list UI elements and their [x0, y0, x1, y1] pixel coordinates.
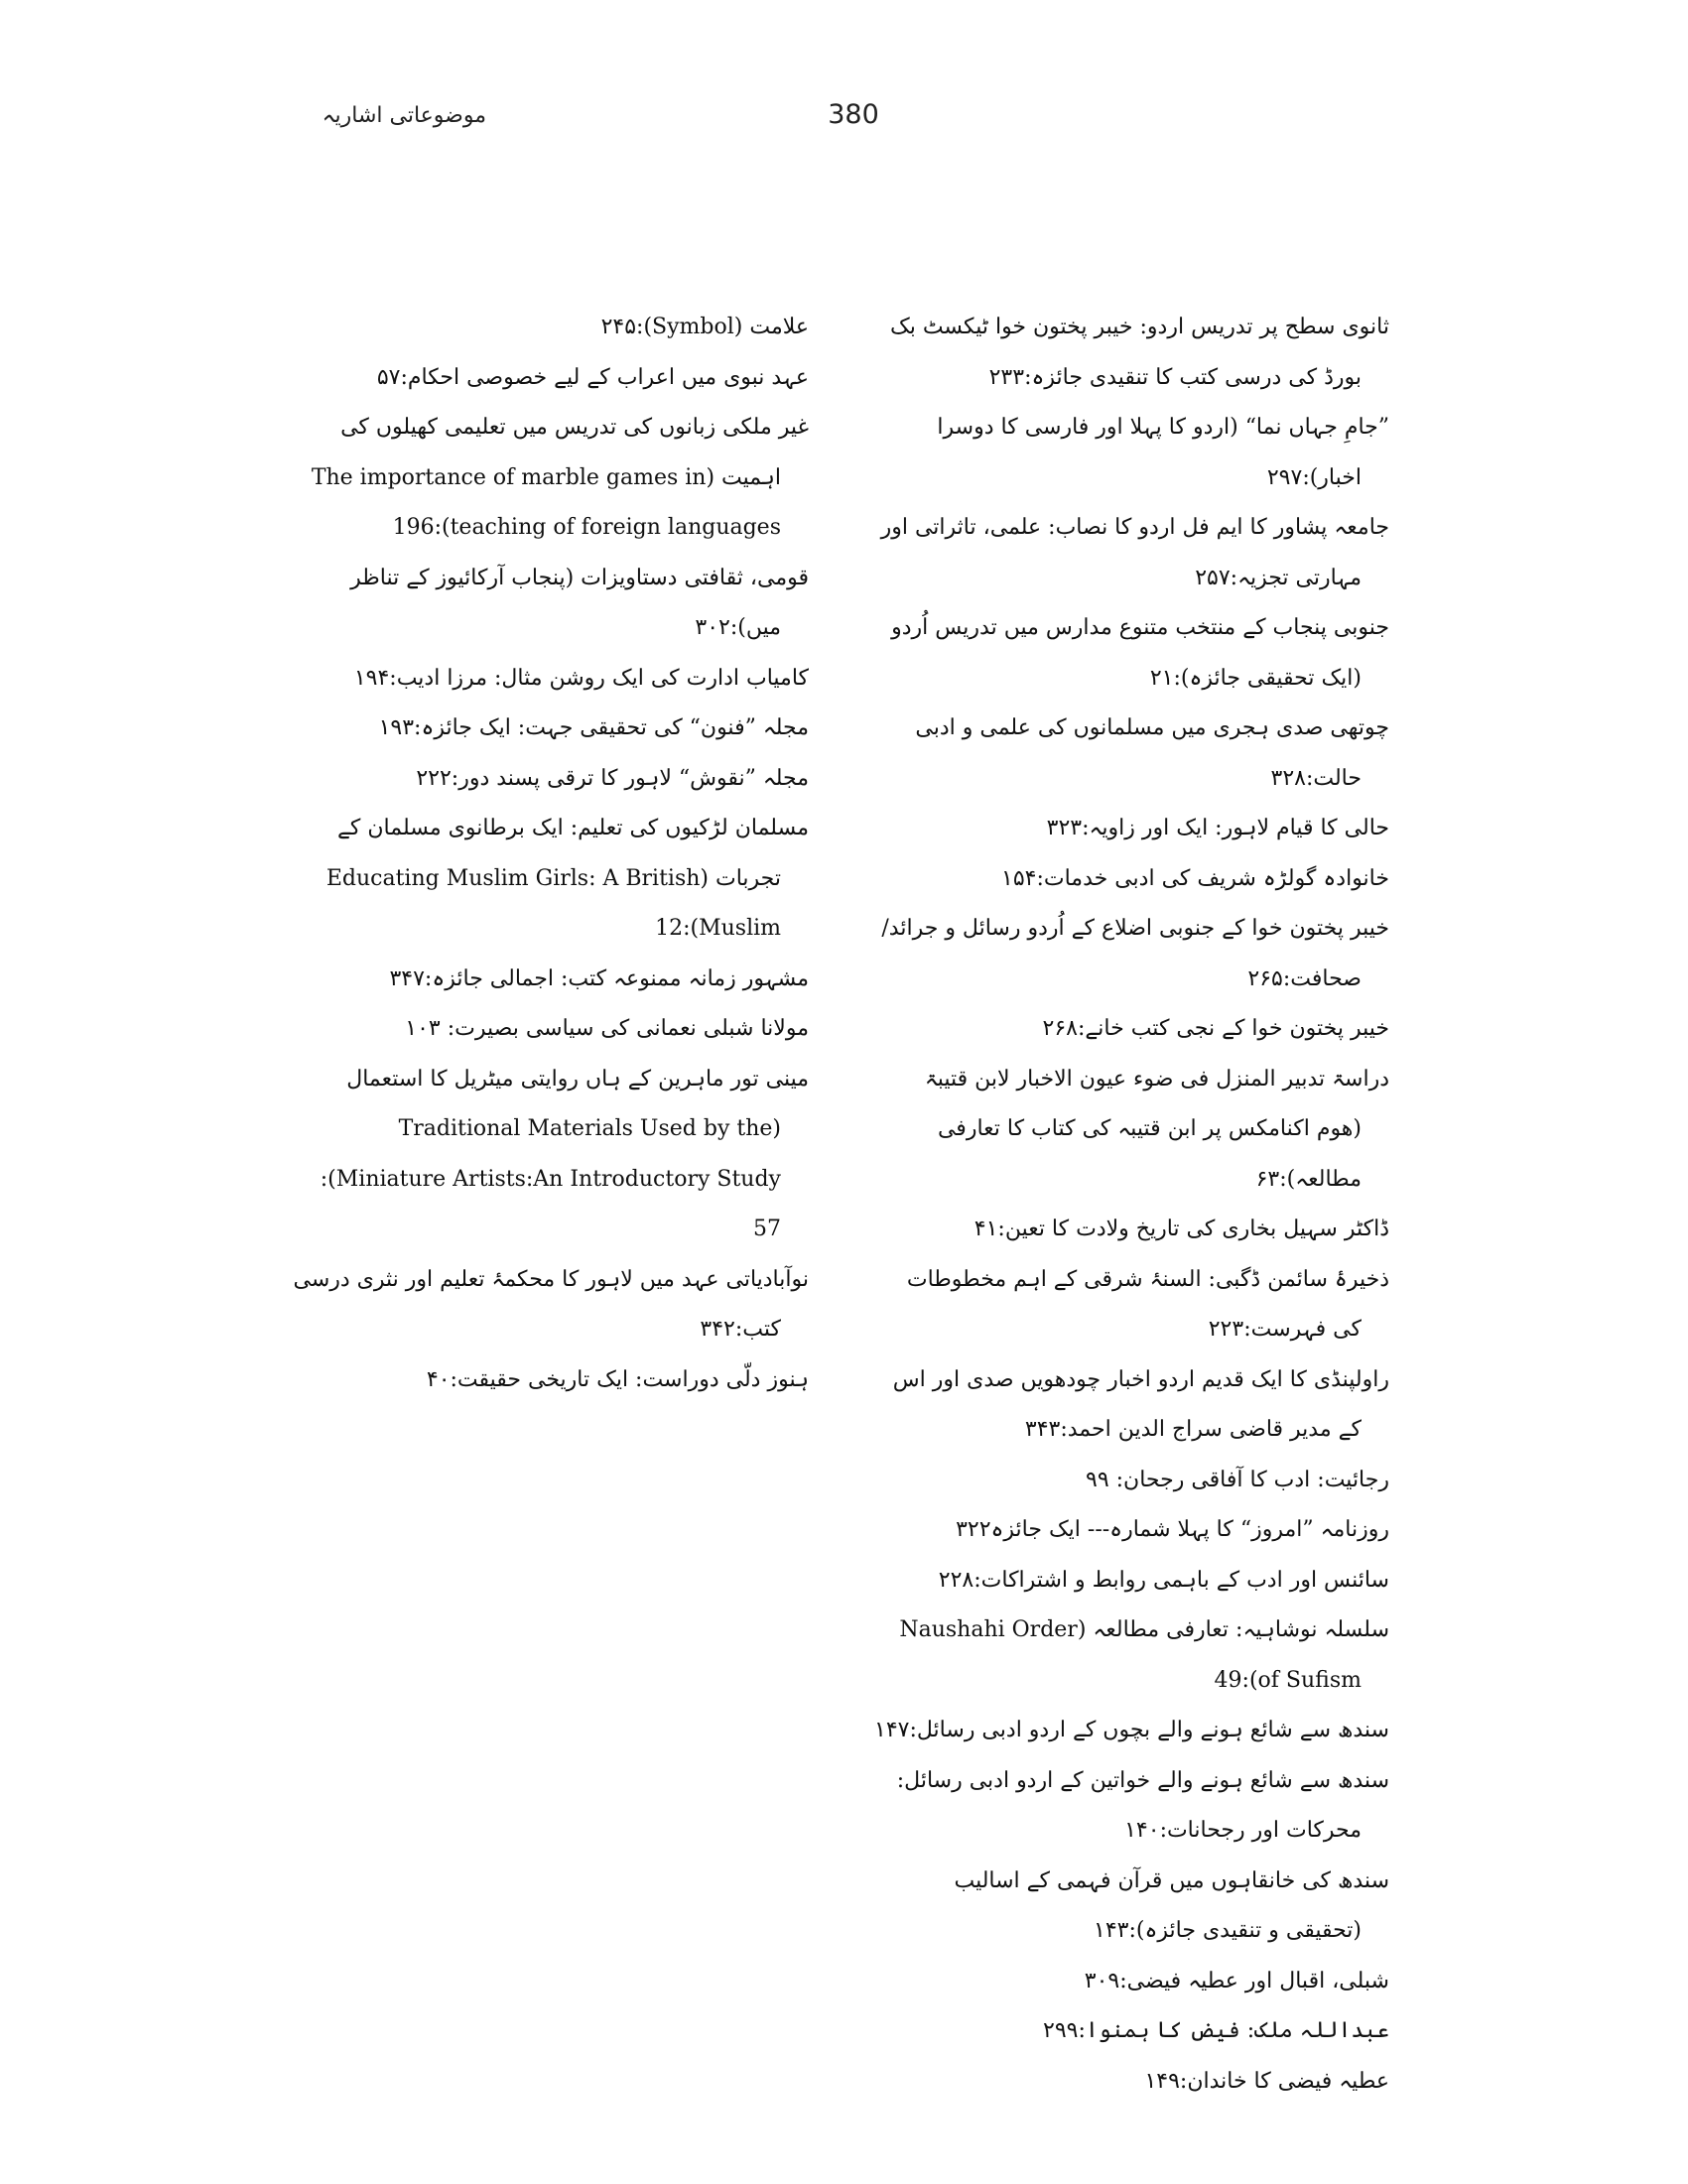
index-entry: مولانا شبلی نعمانی کی سیاسی بصیرت: ۱۰۳	[405, 1016, 809, 1041]
index-entry: سائنس اور ادب کے باہمی روابط و اشتراکات:۲۲۸	[938, 1567, 1389, 1593]
index-entry: خانوادہ گولڑہ شریف کی ادبی خدمات:۱۵۴	[1001, 865, 1389, 891]
index-entry: ہنوز دلّی دوراست: ایک تاریخی حقیقت:۴۰	[426, 1366, 809, 1392]
index-column-right	[873, 303, 1389, 2107]
index-entry: مینی تور ماہرین کے ہاں روایتی میٹریل کا استعمال (Traditional Materials Used by the Miniature Artists:An Introductory Study): 57	[320, 1066, 809, 1241]
index-entry: چوتھی صدی ہجری میں مسلمانوں کی علمی و ادبی حالت:۳۲۸	[915, 715, 1389, 791]
index-entry: قومی، ثقافتی دستاویزات (پنجاب آرکائیوز کے تناظر میں):۳۰۲	[350, 565, 809, 640]
index-column-left	[288, 303, 809, 1405]
index-entry: مجلہ ”فنون“ کی تحقیقی جہت: ایک جائزہ:۱۹۳	[378, 715, 809, 740]
index-entry: سندھ سے شائع ہونے والے بچوں کے اردو ادبی رسائل:۱۴۷	[874, 1718, 1389, 1742]
index-entry: عطیہ فیضی کا خاندان:۱۴۹	[1144, 2068, 1389, 2094]
index-entry: ڈاکٹر سہیل بخاری کی تاریخ ولادت کا تعین:۴۱	[974, 1217, 1389, 1241]
index-entry: حالی کا قیام لاہور: ایک اور زاویہ:۳۲۳	[1046, 816, 1389, 840]
index-entry: مشہور زمانہ ممنوعہ کتب: اجمالی جائزہ:۳۴۷	[389, 965, 809, 991]
index-entry: مجلہ ”نقوش“ لاہور کا ترقی پسند دور:۲۲۲	[416, 765, 809, 791]
index-entry: سندھ سے شائع ہونے والے خواتین کے اردو ادبی رسائل: محرکات اور رجحانات:۱۴۰	[896, 1767, 1389, 1843]
index-entry: مسلمان لڑکیوں کی تعلیم: ایک برطانوی مسلمان کے تجربات (Educating Muslim Girls: A British Muslim):12	[325, 816, 809, 941]
index-entry: عہد نبوی میں اعراب کے لیے خصوصی احکام:۵۷	[376, 364, 809, 390]
index-entry: کامیاب ادارت کی ایک روشن مثال: مرزا ادیب:۱۹۴	[353, 665, 809, 691]
index-entry: جامعہ پشاور کا ایم فل اردو کا نصاب: علمی، تاثراتی اور مہارتی تجزیہ:۲۵۷	[880, 515, 1389, 590]
index-entry: خیبر پختون خوا کے جنوبی اضلاع کے اُردو رسائل و جرائد/صحافت:۲۶۵	[881, 916, 1389, 991]
index-entry: نوآبادیاتی عہد میں لاہور کا محکمۂ تعلیم اور نثری درسی کتب:۳۴۲	[293, 1266, 809, 1342]
index-entry: سندھ کی خانقاہوں میں قرآن فہمی کے اسالیب (تحقیقی و تنقیدی جائزہ):۱۴۳	[954, 1867, 1389, 1943]
index-entry: عبداللہ ملک: فیض کا ہمنوا:۲۹۹	[1043, 2018, 1389, 2043]
index-entry: سلسلہ نوشاہیہ: تعارفی مطالعہ (Naushahi Order of Sufism):49	[899, 1617, 1389, 1693]
page-number: 380	[828, 99, 879, 130]
index-entry: رجائیت: ادب کا آفاقی رجحان: ۹۹	[1086, 1467, 1389, 1492]
index-entry: دراسۃ تدبیر المنزل فی ضوء عیون الاخبار لابن قتیبۃ (ھوم اکنامکس پر ابن قتیبہ کی کتاب کا تعارفی مطالعہ):۶۳	[924, 1066, 1389, 1192]
index-entry: غیر ملکی زبانوں کی تدریس میں تعلیمی کھیلوں کی اہمیت (The importance of marble games in teaching of foreign languages):196	[311, 415, 809, 540]
index-entry: خیبر پختون خوا کے نجی کتب خانے:۲۶۸	[1042, 1016, 1389, 1041]
index-entry: راولپنڈی کا ایک قدیم اردو اخبار چودھویں صدی اور اس کے مدیر قاضی سراج الدین احمد:۳۴۳	[892, 1366, 1389, 1442]
index-entry: روزنامہ ”امروز“ کا پہلا شمارہ--- ایک جائزہ۳۲۲	[956, 1517, 1389, 1542]
index-entry: ذخیرۂ سائمن ڈگبی: السنۂ شرقی کے اہم مخطوطات کی فہرست:۲۲۳	[906, 1266, 1389, 1342]
running-header: موضوعاتی اشاریہ	[322, 103, 486, 128]
index-entry: ”جامِ جہاں نما“ (اردو کا پہلا اور فارسی کا دوسرا اخبار):۲۹۷	[937, 415, 1389, 490]
index-entry: علامت (Symbol):۲۴۵	[600, 315, 809, 339]
index-entry: جنوبی پنجاب کے منتخب متنوع مدارس میں تدریس اُردو (ایک تحقیقی جائزہ):۲۱	[891, 615, 1389, 691]
index-entry: شبلی، اقبال اور عطیہ فیضی:۳۰۹	[1084, 1968, 1389, 1993]
index-entry: ثانوی سطح پر تدریس اردو: خیبر پختون خوا ٹیکسٹ بک بورڈ کی درسی کتب کا تنقیدی جائزہ:۲۳۳	[890, 315, 1389, 390]
